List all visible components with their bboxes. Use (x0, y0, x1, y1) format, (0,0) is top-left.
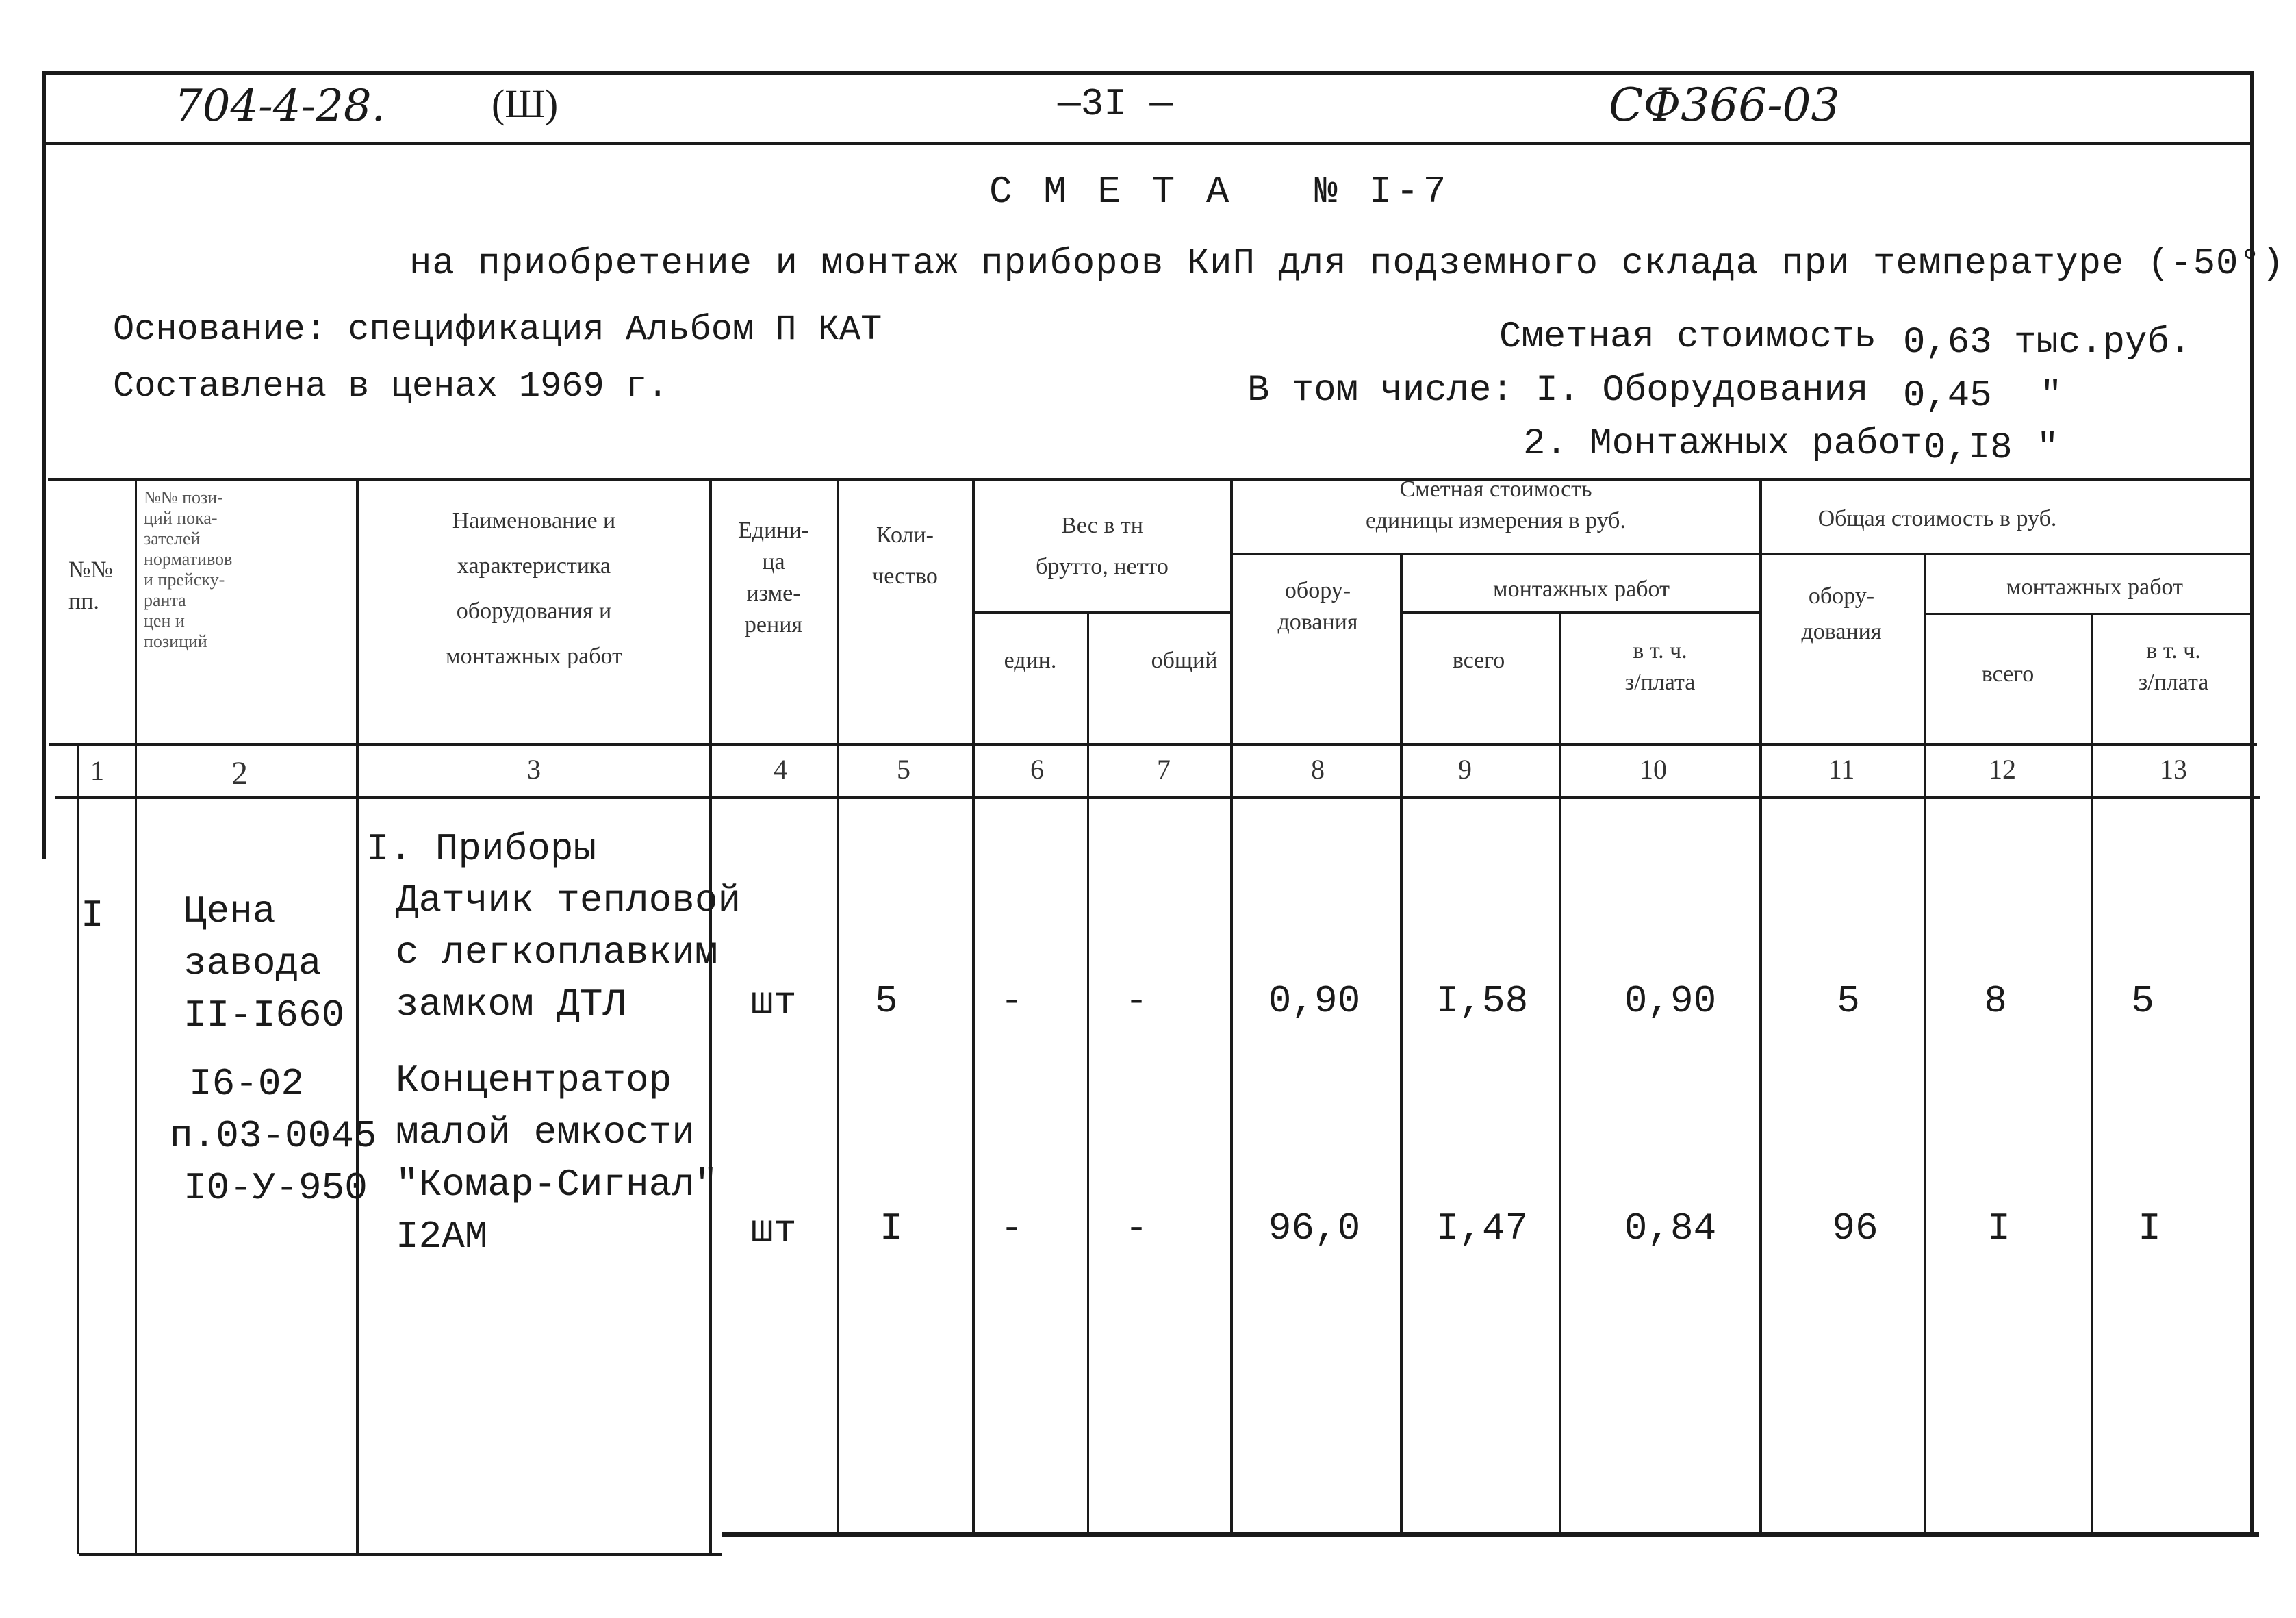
column-number: 11 (1828, 754, 1855, 785)
wage-total: 5 (2131, 979, 2154, 1023)
estimate-heading: С М Е Т А № I-7 (989, 170, 1451, 214)
basis-text: Основание: спецификация Альбом П КАТ (113, 309, 882, 350)
install-unit-total: I,58 (1436, 979, 1529, 1023)
row-number: I (81, 894, 104, 937)
header-subline (1762, 553, 2254, 555)
col-line (2091, 613, 2093, 1535)
quantity: I (880, 1206, 903, 1250)
ditto-mark: " (2040, 375, 2063, 417)
col10-header: в т. ч. з/плата (1624, 638, 1696, 695)
cost-label: Сметная стоимость (1499, 316, 1876, 358)
frame-right (2250, 71, 2254, 1537)
page-number: —3I — (1058, 82, 1173, 126)
col-line (837, 479, 839, 1535)
header-subline (975, 611, 1230, 614)
total-cost-header: Общая стоимость в руб. (1817, 506, 2057, 531)
project-code: 704-4-28. (175, 81, 385, 131)
table-bottom-line (722, 1532, 2259, 1537)
install-total: I (1987, 1206, 2011, 1250)
weight-unit: - (1000, 1206, 1023, 1250)
col4-header: Едини- ца изме- рения (738, 518, 809, 637)
ditto-mark: " (2037, 427, 2059, 469)
position-code: Цена завода II-I660 (183, 889, 345, 1037)
section-title: I. Приборы (366, 827, 597, 871)
col2-header: №№ пози- ций пока- зателей нормативов и прейску- ранта цен и позиций (144, 488, 233, 651)
table-left-line (77, 746, 79, 1554)
column-number: 3 (527, 754, 541, 785)
column-number: 5 (897, 754, 910, 785)
col5-header: Коли- чество (872, 522, 938, 589)
frame-top (42, 71, 2254, 75)
cost-value: 0,63 тыс.руб. (1903, 322, 2192, 364)
col-line (1087, 613, 1089, 1535)
install-header: монтажных работ (1493, 577, 1670, 602)
frame-left (42, 71, 46, 859)
header-subline (1233, 553, 1759, 555)
including-install-label: 2. Монтажных работ (1523, 423, 1923, 465)
weight-header: Вес в тн брутто, нетто (1036, 513, 1169, 579)
col-line (1759, 479, 1762, 1535)
position-code: I6-02 п.03-0045 I0-У-950 (170, 1062, 377, 1210)
estimate-subtitle: на приобретение и монтаж приборов КиП для подземного склада при температуре (-50°) (409, 243, 2285, 285)
col13-header: в т. ч. з/плата (2138, 638, 2209, 695)
col12-header: всего (1981, 661, 2034, 687)
col11-header: обору- дования (1801, 583, 1882, 644)
col-line (1400, 555, 1403, 1535)
col9-header: всего (1452, 648, 1505, 673)
equipment-total: 96 (1832, 1206, 1878, 1250)
weight-total: - (1125, 979, 1148, 1023)
install-header: монтажных работ (2006, 574, 2183, 600)
table-top-line (48, 478, 2254, 481)
item-name: Концентратор малой емкости "Комар-Сигнал" I2АМ (396, 1059, 718, 1259)
volume-mark: (Ш) (492, 81, 559, 126)
compiled-text: Составлена в ценах 1969 г. (113, 366, 669, 407)
unit-cost-header: Сметная стоимость единицы измерения в руб. (1366, 477, 1626, 533)
install-unit-wage: 0,84 (1624, 1206, 1717, 1250)
including-equipment: 0,45 (1903, 375, 1992, 417)
install-unit-wage: 0,90 (1624, 979, 1717, 1023)
col6-header: един. (1004, 648, 1057, 673)
unit: шт (750, 981, 797, 1024)
equipment-total: 5 (1837, 979, 1860, 1023)
col7-header: общий (1151, 648, 1218, 673)
header-separator (42, 142, 2254, 145)
equipment-unit-cost: 96,0 (1268, 1206, 1361, 1250)
col3-header: Наименование и характеристика оборудования и монтажных работ (446, 508, 622, 669)
wage-total: I (2138, 1206, 2161, 1250)
col-line (1924, 555, 1926, 1535)
table-row-line (55, 796, 2260, 799)
install-total: 8 (1984, 979, 2007, 1023)
col-line (1559, 613, 1561, 1535)
col8-header: обору- дования (1277, 578, 1358, 635)
column-number: 9 (1458, 754, 1472, 785)
install-unit-total: I,47 (1436, 1206, 1529, 1250)
column-number: 13 (2160, 754, 2187, 785)
col-line (1230, 479, 1233, 1535)
column-number: 6 (1030, 754, 1044, 785)
including-install: 0,I8 (1924, 427, 2013, 469)
column-number: 10 (1640, 754, 1667, 785)
column-number: 12 (1989, 754, 2016, 785)
unit: шт (750, 1209, 797, 1252)
col1-header: №№ пп. (68, 557, 113, 614)
weight-total: - (1125, 1206, 1148, 1250)
doc-code: СФ366-03 (1609, 79, 1840, 131)
header-subline (1403, 611, 1759, 614)
column-number: 8 (1311, 754, 1325, 785)
item-name: Датчик тепловой с легкоплавким замком ДТЛ (396, 878, 741, 1026)
column-number: 7 (1157, 754, 1171, 785)
equipment-unit-cost: 0,90 (1268, 979, 1361, 1023)
col-line (972, 479, 975, 1535)
quantity: 5 (875, 979, 898, 1023)
weight-unit: - (1000, 979, 1023, 1023)
column-number: 1 (90, 755, 104, 786)
including-label: В том числе: I. Оборудования (1247, 370, 1869, 412)
col-line (356, 481, 359, 1553)
column-number: 4 (774, 754, 787, 785)
table-bottom-line (79, 1553, 722, 1556)
column-number: 2 (231, 755, 248, 792)
col-line (135, 481, 137, 1553)
header-subline (1926, 613, 2254, 615)
